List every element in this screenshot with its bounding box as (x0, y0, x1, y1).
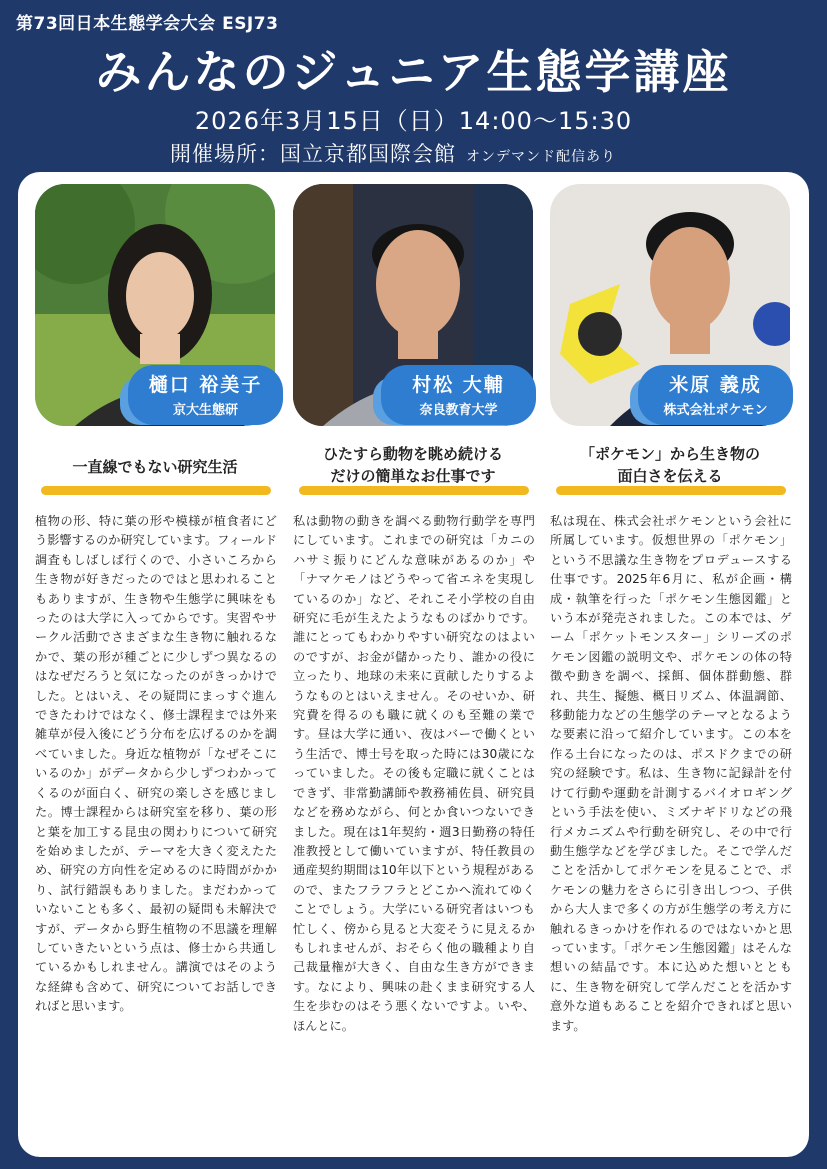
event-datetime: 2026年3月15日（日）14:00〜15:30 (194, 107, 633, 135)
speaker-column-higuchi (35, 172, 285, 1157)
event-title: みんなのジュニア生態学講座 (95, 45, 732, 99)
speaker-affiliation: 京大生態研 (172, 403, 238, 418)
ondemand-note: オンデマンド配信あり (466, 149, 616, 165)
speaker-affiliation: 奈良教育大学 (419, 403, 498, 418)
talk-title-line: 面白さを伝える (617, 467, 723, 485)
speaker-name: 米原 義成 (669, 374, 762, 396)
event-venue (170, 138, 616, 168)
speaker-description: 私は現在、株式会社ポケモンという会社に所属しています。仮想世界の「ポケモン」という不思議な生き物をプロデュースする仕事です。2025年6月に、私が企画・構成・執筆を行った「ポケモン生態図鑑」という本が発売されました。この本では、ゲーム「ポケットモンスター」シリーズのポケモン図鑑の説明文や、ポケモンの体の特徴や動きを調べ、採餌、個体群動態、群れ、共生、擬態、概日リズム、体温調節、移動能力などの生態学のテーマとなるような要素に沿って紹介しています。この本を作る土台になったのは、ポスドクまでの研究の経験です。私は、生き物に記録計を付けて行動や運動を計測するバイオロギングという手法を使い、ミズナギドリなどの飛行メカニズムや行動を研究し、その中で行動生態学などを学びました。そこで学んだことを活かしてポケモンを見ることで、ポケモンの魅力をさらに引き出しつつ、子供から大人まで多くの方が生態学の考え方に触れるきっかけを作れるのではないかと思っています。「ポケモン生態図鑑」はそんな想いの結晶です。本に込めた想いとともに、生き物を研究して学んだことを活かす意外な道もあることを紹介できればと思います。 (550, 514, 792, 1033)
talk-title-line: だけの簡単なお仕事です (330, 467, 496, 485)
speaker-name-badge (381, 365, 536, 425)
speaker-name-badge (638, 365, 793, 425)
venue-label: 開催場所：国立京都国際会館 (170, 142, 456, 166)
speaker-description: 植物の形、特に葉の形や模様が植食者にどう影響するのか研究しています。フィールド調査もしばしば行くので、小さいころから生き物が好きだったのではと思われることもありますが、生き物や生態学に興味をもったのは大学に入ってからです。実習やサークル活動でさまざまな生き物に触れるなかで、葉の形が種ごとに少しずつ異なるのはなぜだろうと気になったのがきっかけでした。とはいえ、その疑問にまっすぐ進んできたわけではなく、修士課程までは外来雑草が侵入後にどう分布を広げるのかを調べていました。身近な植物が「なぜそこにいるのか」がデータから少しずつわかってくるのが面白く、研究の楽しさを感じました。博士課程からは研究室を移り、葉の形と葉を加工する昆虫の関わりについて研究を始めましたが、テーマを大きく変えたため、研究の方向性を定めるのに時間がかかり、試行錯誤もありました。まだわかっていないことも多く、最初の疑問も未解決ですが、データから野生植物の不思議を理解していきたいという点は、修士から共通しているかもしれません。講演ではそのような経緯も含めて、研究についてお話しできればと思います。 (35, 514, 277, 1014)
speaker-column-muramatsu (293, 172, 543, 1157)
talk-title-line: ひたすら動物を眺め続ける (322, 445, 503, 463)
speaker-name: 村松 大輔 (412, 374, 505, 396)
speaker-description: 私は動物の動きを調べる動物行動学を専門にしています。これまでの研究は「カニのハサミ振りにどんな意味があるのか」や「ナマケモノはどうやって省エネを実現しているのか」など、それこそ小学校の自由研究に毛が生えたようなものばかりです。誰にとってもわかりやすい研究なのはよいのですが、お金が儲かったり、誰かの役に立ったり、地球の未来に貢献したりするようなものとはいえません。そのせいか、研究費を得るのも職に就くのも至難の業です。昼は大学に通い、夜はバーで働くという生活で、博士号を取った時には30歳になっていました。その後も定職に就くことはできず、非常勤講師や教務補佐員、研究員などを務めながら、何とか食いつないできました。現在は1年契約・週3日勤務の特任准教授として働いていますが、特任教員の通産契約期間は10年以下という規程があるので、またフラフラとどこかへ流れてゆくことでしょう。大学にいる研究者はいつも忙しく、傍から見ると大変そうに見えるかもしれませんが、おそらく他の職種より自己裁量権が大きく、自由な生き方ができます。なにより、興味の赴くまま研究する人生を歩むのはそう悪くないですよ。いや、ほんとに。 (293, 514, 535, 1033)
title-underline (41, 486, 271, 495)
speaker-column-yonehara (550, 172, 800, 1157)
speaker-name-badge (128, 365, 283, 425)
talk-title-line: 一直線でもない研究生活 (72, 458, 238, 476)
title-underline (299, 486, 529, 495)
talk-title-line: 「ポケモン」から生き物の (579, 445, 760, 463)
speaker-affiliation: 株式会社ポケモン (663, 403, 768, 418)
talk-title (550, 443, 790, 487)
event-header (0, 0, 827, 172)
title-underline (556, 486, 786, 495)
speakers-panel (18, 172, 809, 1157)
conference-name: 第73回日本生態学会大会 ESJ73 (16, 14, 279, 34)
talk-title (35, 456, 275, 478)
speaker-name: 樋口 裕美子 (148, 374, 263, 396)
talk-title (293, 443, 533, 487)
